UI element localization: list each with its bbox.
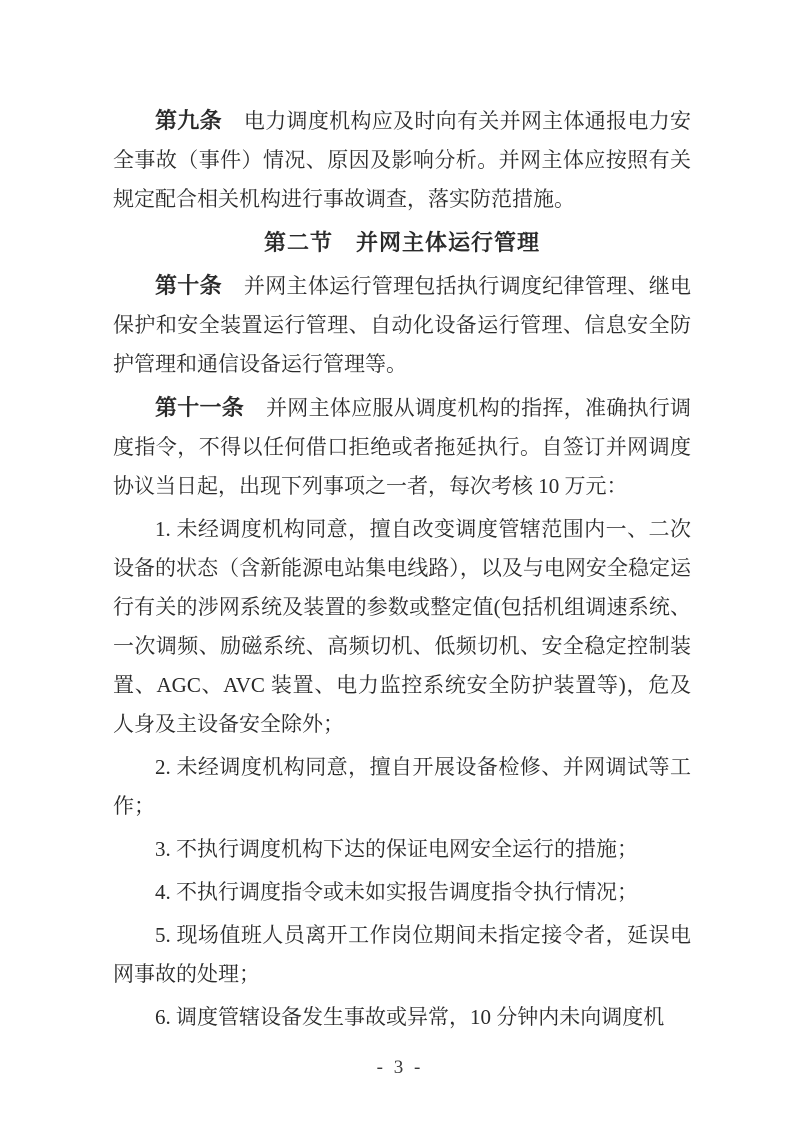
article-9-text: 电力调度机构应及时向有关并网主体通报电力安全事故（事件）情况、原因及影响分析。并网主体应按照有关规定配合相关机构进行事故调查，落实防范措施。 [113, 109, 691, 211]
list-item-6: 6. 调度管辖设备发生事故或异常，10 分钟内未向调度机 [155, 1005, 665, 1029]
paragraph-article-10 [113, 266, 691, 384]
article-11-number: 第十一条 [155, 395, 245, 420]
document-body [113, 101, 691, 1041]
article-10-number: 第十条 [155, 273, 222, 298]
list-item-5: 5. 现场值班人员离开工作岗位期间未指定接令者，延误电网事故的处理； [113, 923, 691, 986]
paragraph-article-11 [113, 388, 691, 506]
list-item-3: 3. 不执行调度机构下达的保证电网安全运行的措施； [155, 837, 638, 861]
list-item-2: 2. 未经调度机构同意，擅自开展设备检修、并网调试等工作； [113, 755, 691, 818]
article-9-number: 第九条 [155, 108, 222, 133]
list-item-4: 4. 不执行调度指令或未如实报告调度指令执行情况； [155, 880, 638, 904]
page-number: - 3 - [376, 1057, 424, 1078]
article-11-text: 并网主体应服从调度机构的指挥，准确执行调度指令，不得以任何借口拒绝或者拖延执行。自签订并网调度协议当日起，出现下列事项之一者，每次考核 10 万元： [113, 396, 691, 498]
page-footer [0, 1056, 800, 1080]
section-2-heading: 第二节 并网主体运行管理 [263, 230, 540, 255]
list-item-1: 1. 未经调度机构同意，擅自改变调度管辖范围内一、二次设备的状态（含新能源电站集电线路），以及与电网安全稳定运行有关的涉网系统及装置的参数或整定值(包括机组调速系统、一次调频、励磁系统、高频切机、低频切机、安全稳定控制装置、AGC、AVC 装置、电力监控系统安全防护装置等)，危及人身及主设备安全除外； [113, 517, 691, 736]
paragraph-article-9 [113, 101, 691, 219]
article-10-text: 并网主体运行管理包括执行调度纪律管理、继电保护和安全装置运行管理、自动化设备运行管理、信息安全防护管理和通信设备运行管理等。 [113, 274, 691, 376]
